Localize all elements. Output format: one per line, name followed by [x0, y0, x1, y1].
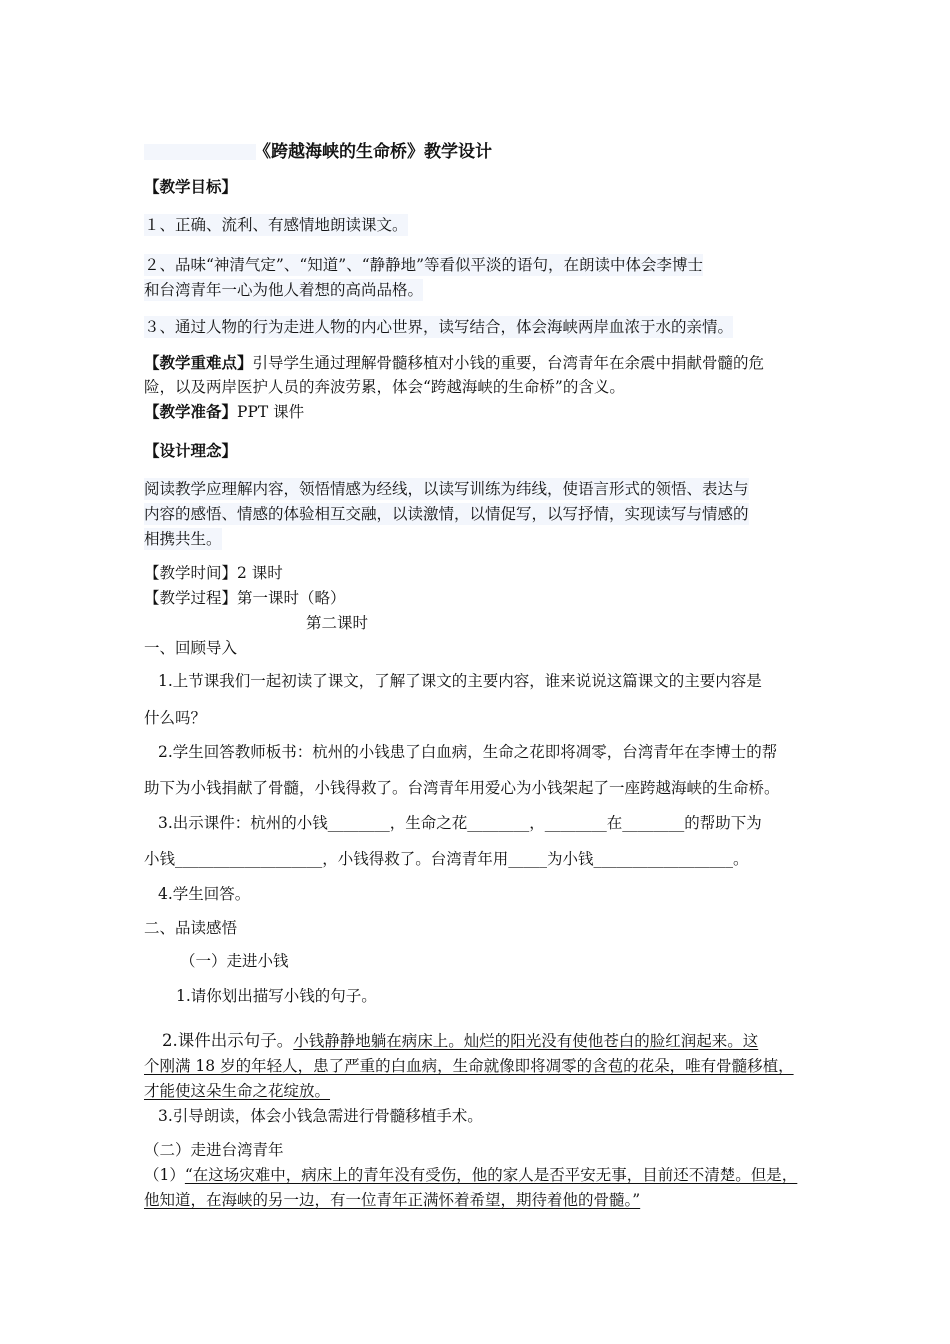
key-points-text: 引导学生通过理解骨髓移植对小钱的重要，台湾青年在余震中捐献骨髓的危 [252, 354, 765, 372]
goal-3: ３、通过人物的行为走进人物的内心世界，读写结合，体会海峡两岸血浓于水的亲情。 [144, 318, 734, 336]
concept-line2: 内容的感悟、情感的体验相互交融，以读激情，以情促写，以写抒情，实现读写与情感的 [144, 505, 749, 523]
prep-line [144, 401, 304, 423]
s2-q1: 1.请你划出描写小钱的句子。 [176, 987, 377, 1005]
section2-heading: 二、品读感悟 [144, 919, 238, 937]
goal-2-line2: 和台湾青年一心为他人着想的高尚品格。 [144, 281, 424, 299]
second-lesson-label: 第二课时 [306, 614, 369, 632]
prep-text: PPT 课件 [237, 403, 305, 421]
key-points-line1 [144, 352, 764, 374]
s2b-quote-part2: 他知道，在海峡的另一边，有一位青年正满怀着希望，期待着他的骨髓。” [144, 1191, 641, 1209]
process-line: 【教学过程】第一课时（略） [144, 589, 346, 607]
s1-q1-line2: 什么吗？ [144, 709, 207, 727]
goal-1: １、正确、流利、有感情地朗读课文。 [144, 216, 408, 234]
title-shading [144, 144, 256, 160]
time-line: 【教学时间】2 课时 [144, 564, 283, 582]
concept-heading: 【设计理念】 [144, 441, 238, 460]
s2-q2-quote-part1: 小钱静静地躺在病床上。灿烂的阳光没有使他苍白的脸红润起来。这 [293, 1032, 759, 1050]
s1-q4: 4.学生回答。 [158, 885, 251, 903]
s2-q2-line1 [162, 1030, 758, 1052]
goals-heading: 【教学目标】 [144, 177, 238, 196]
s2b-line1 [144, 1164, 797, 1186]
concept-line3: 相携共生。 [144, 530, 222, 548]
s2-q2-quote-part3: 才能使这朵生命之花绽放。 [144, 1082, 331, 1100]
s1-q2-line1: 2.学生回答教师板书：杭州的小钱患了白血病，生命之花即将凋零，台湾青年在李博士的帮 [158, 743, 778, 761]
key-points-line2: 险，以及两岸医护人员的奔波劳累，体会“跨越海峡的生命桥”的含义。 [144, 378, 625, 396]
s1-q3-line2: 小钱___________________，小钱得救了。台湾青年用_____为小钱__________________。 [144, 850, 749, 868]
section2-sub1: （一）走进小钱 [180, 952, 289, 970]
s1-q3-line1: 3.出示课件：杭州的小钱________，生命之花________，________在________的帮助下为 [158, 814, 762, 832]
s2b-prefix: （1） [144, 1166, 185, 1184]
document-title: 《跨越海峡的生命桥》教学设计 [254, 142, 492, 162]
key-points-label: 【教学重难点】 [144, 353, 253, 372]
s2b-quote-part1: “在这场灾难中，病床上的青年没有受伤，他的家人是否平安无事，目前还不清楚。但是， [184, 1166, 798, 1184]
s2-q2-prefix: 2.课件出示句子。 [162, 1031, 294, 1050]
goal-2-line1: ２、品味“神清气定”、“知道”、“静静地”等看似平淡的语句，在朗读中体会李博士 [144, 256, 704, 274]
section1-heading: 一、回顾导入 [144, 639, 238, 657]
concept-line1: 阅读教学应理解内容，领悟情感为经线，以读写训练为纬线，使语言形式的领悟、表达与 [144, 480, 749, 498]
s2-q2-quote-part2: 个刚满 18 岁的年轻人，患了严重的白血病，生命就像即将凋零的含苞的花朵，唯有骨髓移植， [144, 1057, 794, 1075]
prep-label: 【教学准备】 [144, 402, 238, 421]
s2-q3: 3.引导朗读，体会小钱急需进行骨髓移植手术。 [158, 1107, 483, 1125]
s1-q1-line1: 1.上节课我们一起初读了课文，了解了课文的主要内容，谁来说说这篇课文的主要内容是 [158, 672, 762, 690]
s1-q2-line2: 助下为小钱捐献了骨髓，小钱得救了。台湾青年用爱心为小钱架起了一座跨越海峡的生命桥。 [144, 779, 780, 797]
section2-sub2: （二）走进台湾青年 [144, 1141, 284, 1159]
